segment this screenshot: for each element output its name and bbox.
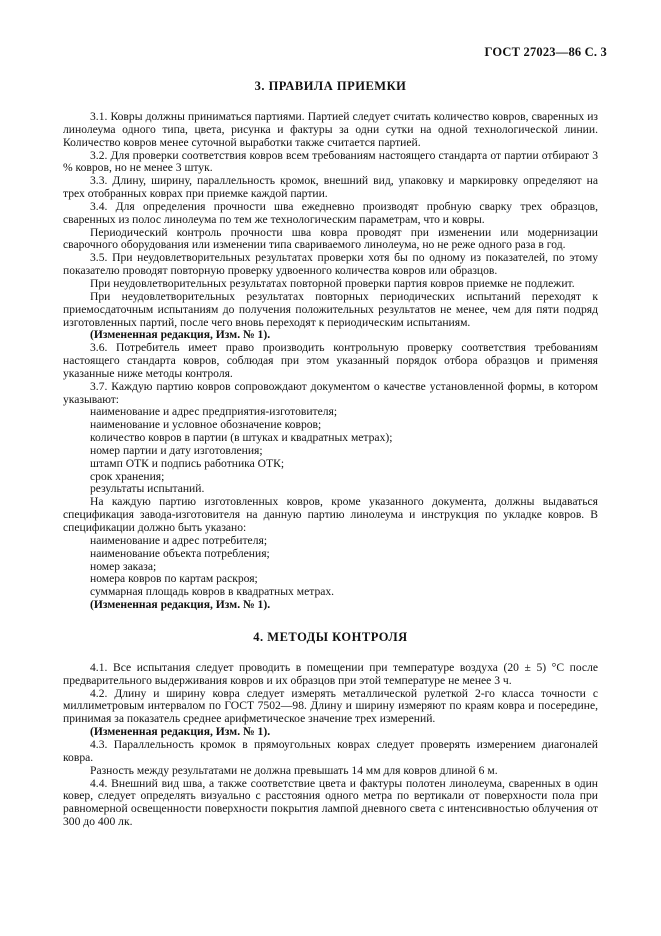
- paragraph-3-1: 3.1. Ковры должны приниматься партиями. Партией следует считать количество ковров, сваренных из линолеума одного типа, цвета, рисунка и фактуры за одни сутки на одной технологической линии. Количество ковров менее суточной выработки также считается партией.: [63, 110, 598, 149]
- edit-note: (Измененная редакция, Изм. № 1).: [90, 328, 271, 342]
- paragraph-periodic-control: Периодический контроль прочности шва ковра проводят при изменении или модернизации сварочного оборудования или изменении типа свариваемого линолеума, но не реже одного раза в год.: [63, 225, 598, 252]
- section-4-title: 4. МЕТОДЫ КОНТРОЛЯ: [253, 629, 408, 644]
- list-item: номера ковров по картам раскроя;: [90, 572, 258, 586]
- list-item: результаты испытаний.: [90, 482, 205, 496]
- list-item: срок хранения;: [90, 469, 165, 483]
- list-item: наименование и условное обозначение ковров;: [90, 418, 322, 432]
- paragraph-specification: На каждую партию изготовленных ковров, кроме указанного документа, должны выдаваться спецификация завода-изготовителя на данную партию линолеума и инструкция по укладке ковров. В спецификации должно быть указано:: [63, 495, 598, 534]
- list-item: наименование и адрес предприятия-изготовителя;: [90, 405, 338, 419]
- paragraph-periodic-tests: При неудовлетворительных результатах повторных периодических испытаний переходят к приемосдаточным испытаниям до получения положительных результатов не менее, чем для пяти подряд изготовленных партий, после чего вновь переходят к периодическим испытаниям.: [63, 289, 598, 329]
- list-item: наименование и адрес потребителя;: [90, 533, 268, 547]
- list-item: суммарная площадь ковров в квадратных метрах.: [90, 585, 335, 599]
- edit-note: (Измененная редакция, Изм. № 1).: [90, 725, 271, 739]
- paragraph-4-2: 4.2. Длину и ширину ковра следует измерять металлической рулеткой 2-го класса точности с миллиметровым интервалом по ГОСТ 7502—98. Длину и ширину измеряют по краям ковра и посередине, принимая за показатель среднее арифметическое значение трех измерений.: [63, 686, 598, 726]
- paragraph-4-1: 4.1. Все испытания следует проводить в помещении при температуре воздуха (20 ± 5) °С после предварительного выдерживания ковров и их образцов при этой температуре не менее 3 ч.: [63, 660, 598, 687]
- paragraph-3-7: 3.7. Каждую партию ковров сопровождают документом о качестве установленной формы, в котором указывают:: [63, 379, 598, 406]
- page-header: ГОСТ 27023—86 С. 3: [484, 45, 607, 59]
- paragraph-3-2: 3.2. Для проверки соответствия ковров всем требованиям настоящего стандарта от партии отбирают 3 % ковров, но не менее 3 штук.: [63, 148, 598, 175]
- list-item: штамп ОТК и подпись работника ОТК;: [90, 456, 285, 470]
- paragraph-4-3: 4.3. Параллельность кромок в прямоугольных коврах следует проверять измерением диагоналей ковра.: [63, 737, 598, 764]
- paragraph-4-4: 4.4. Внешний вид шва, а также соответствие цвета и фактуры полотен линолеума, сваренных в один ковер, следует определять визуально с расстояния одного метра по вертикали от поверхности пола при равномерной освещенности поверхности покрытия лампой дневного света с интенсивностью облучения от 300 до 400 лк.: [63, 776, 598, 829]
- edit-note: (Измененная редакция, Изм. № 1).: [90, 598, 271, 612]
- paragraph-repeat-check: При неудовлетворительных результатах повторной проверки партия ковров приемке не подлежит.: [90, 276, 575, 290]
- list-item: номер заказа;: [90, 559, 157, 573]
- list-item: наименование объекта потребления;: [90, 546, 270, 560]
- paragraph-3-3: 3.3. Длину, ширину, параллельность кромок, внешний вид, упаковку и маркировку определяют на трех отобранных коврах при приемке каждой партии.: [63, 174, 598, 201]
- paragraph-difference-limit: Разность между результатами не должна превышать 14 мм для ковров длиной 6 м.: [90, 763, 498, 777]
- list-item: количество ковров в партии (в штуках и квадратных метрах);: [90, 431, 393, 445]
- document-body: [63, 79, 598, 829]
- paragraph-3-5: 3.5. При неудовлетворительных результатах проверки хотя бы по одному из показателей, по этому показателю проводят повторную проверку удвоенного количества ковров или образцов.: [63, 251, 598, 278]
- paragraph-3-4: 3.4. Для определения прочности шва ежедневно производят пробную сварку трех образцов, сваренных из полос линолеума по тем же технологическим параметрам, что и ковры.: [63, 199, 598, 226]
- section-3-title: 3. ПРАВИЛА ПРИЕМКИ: [254, 79, 407, 93]
- list-item: номер партии и дату изготовления;: [90, 443, 263, 457]
- paragraph-3-6: 3.6. Потребитель имеет право производить контрольную проверку соответствия требованиям настоящего стандарта ковров, соблюдая при этом указанный порядок отбора образцов и применяя указанные ниже методы контроля.: [63, 341, 598, 380]
